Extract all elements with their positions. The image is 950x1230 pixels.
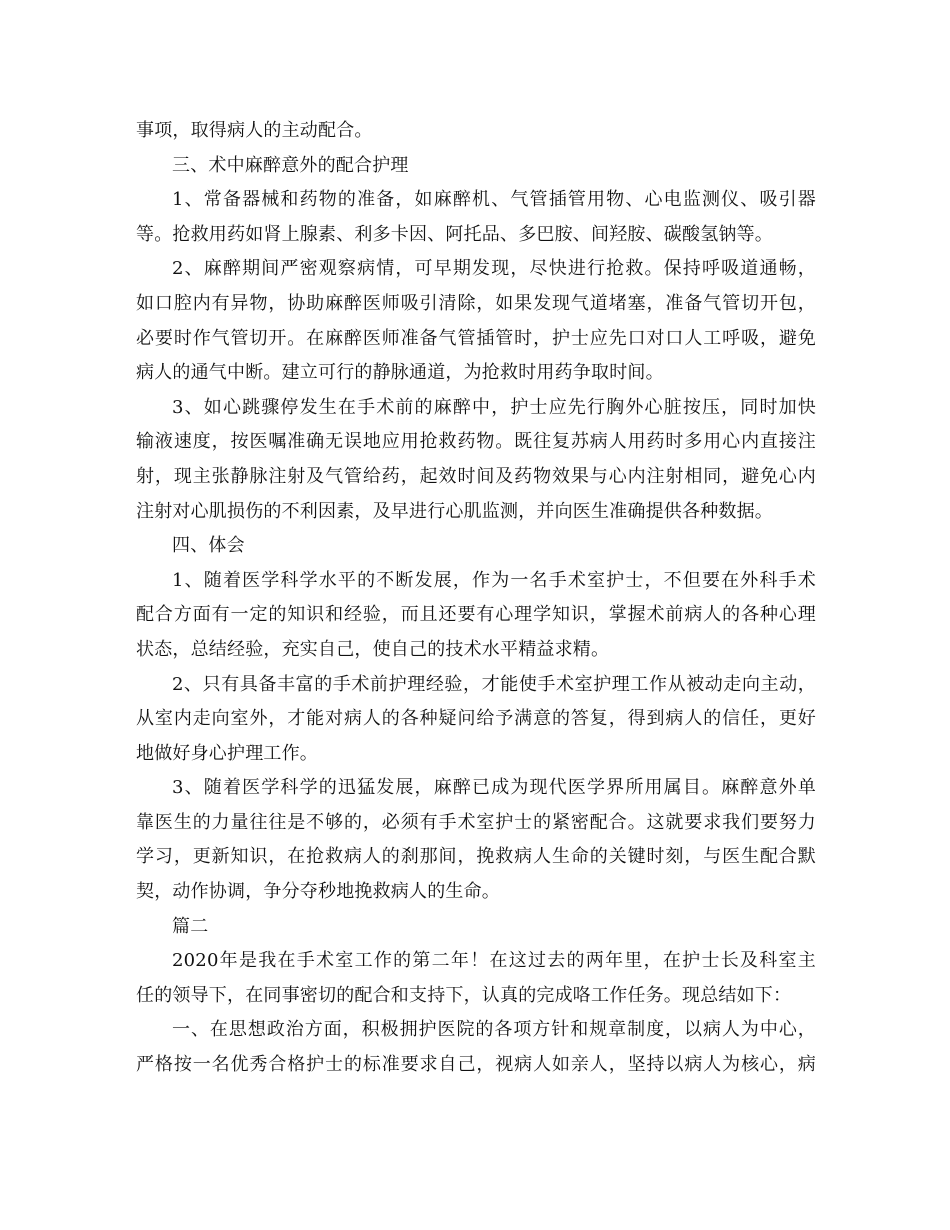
text-line: 篇二 <box>172 915 209 937</box>
text-line: 配合方面有一定的知识和经验，而且还要有心理学知识，掌握术前病人的各种心理 <box>136 604 816 626</box>
text-line: 一、在思想政治方面，积极拥护医院的各项方针和规章制度，以病人为中心， <box>172 1019 816 1041</box>
text-line: 等。抢救用药如肾上腺素、利多卡因、阿托品、多巴胺、间羟胺、碳酸氢钠等。 <box>136 223 773 245</box>
text-line: 地做好身心护理工作。 <box>136 742 318 764</box>
text-line: 输液速度，按医嘱准确无误地应用抢救药物。既往复苏病人用药时多用心内直接注 <box>136 431 816 453</box>
text-line: 靠医生的力量往往是不够的，必须有手术室护士的紧密配合。这就要求我们要努力 <box>136 811 816 833</box>
text-line: 事项，取得病人的主动配合。 <box>136 120 373 141</box>
text-line: 三、术中麻醉意外的配合护理 <box>172 154 409 176</box>
text-line: 3、如心跳骤停发生在手术前的麻醉中，护士应先行胸外心脏按压，同时加快 <box>172 396 816 418</box>
text-line: 四、体会 <box>172 535 245 557</box>
text-line: 契，动作协调，争分夺秒地挽救病人的生命。 <box>136 881 500 903</box>
text-line: 2、麻醉期间严密观察病情，可早期发现，尽快进行抢救。保持呼吸道通畅， <box>172 258 816 280</box>
text-line: 严格按一名优秀合格护士的标准要求自己，视病人如亲人，坚持以病人为核心，病 <box>136 1054 816 1076</box>
document-body <box>136 114 816 1083</box>
text-line: 1、常备器械和药物的准备，如麻醉机、气管插管用物、心电监测仪、吸引器 <box>172 189 816 211</box>
text-line: 射，现主张静脉注射及气管给药，起效时间及药物效果与心内注射相同，避免心内 <box>136 465 816 487</box>
text-line: 1、随着医学科学水平的不断发展，作为一名手术室护士，不但要在外科手术 <box>172 569 816 591</box>
text-line: 2020年是我在手术室工作的第二年！在这过去的两年里，在护士长及科室主 <box>172 950 816 972</box>
text-line: 必要时作气管切开。在麻醉医师准备气管插管时，护士应先口对口人工呼吸，避免 <box>136 327 816 349</box>
text-line: 从室内走向室外，才能对病人的各种疑问给予满意的答复，得到病人的信任，更好 <box>136 708 816 730</box>
text-line: 学习，更新知识，在抢救病人的刹那间，挽救病人生命的关键时刻，与医生配合默 <box>136 846 816 868</box>
text-line: 状态，总结经验，充实自己，使自己的技术水平精益求精。 <box>136 638 610 660</box>
text-line: 如口腔内有异物，协助麻醉医师吸引清除，如果发现气道堵塞，准备气管切开包， <box>136 292 816 314</box>
text-line: 2、只有具备丰富的手术前护理经验，才能使手术室护理工作从被动走向主动， <box>172 673 816 695</box>
text-line: 3、随着医学科学的迅猛发展，麻醉已成为现代医学界所用属目。麻醉意外单 <box>172 777 816 799</box>
text-line: 任的领导下，在同事密切的配合和支持下，认真的完成咯工作任务。现总结如下： <box>136 984 792 1006</box>
text-line: 注射对心肌损伤的不利因素，及早进行心肌监测，并向医生准确提供各种数据。 <box>136 500 773 522</box>
text-line: 病人的通气中断。建立可行的静脉通道，为抢救时用药争取时间。 <box>136 362 664 384</box>
